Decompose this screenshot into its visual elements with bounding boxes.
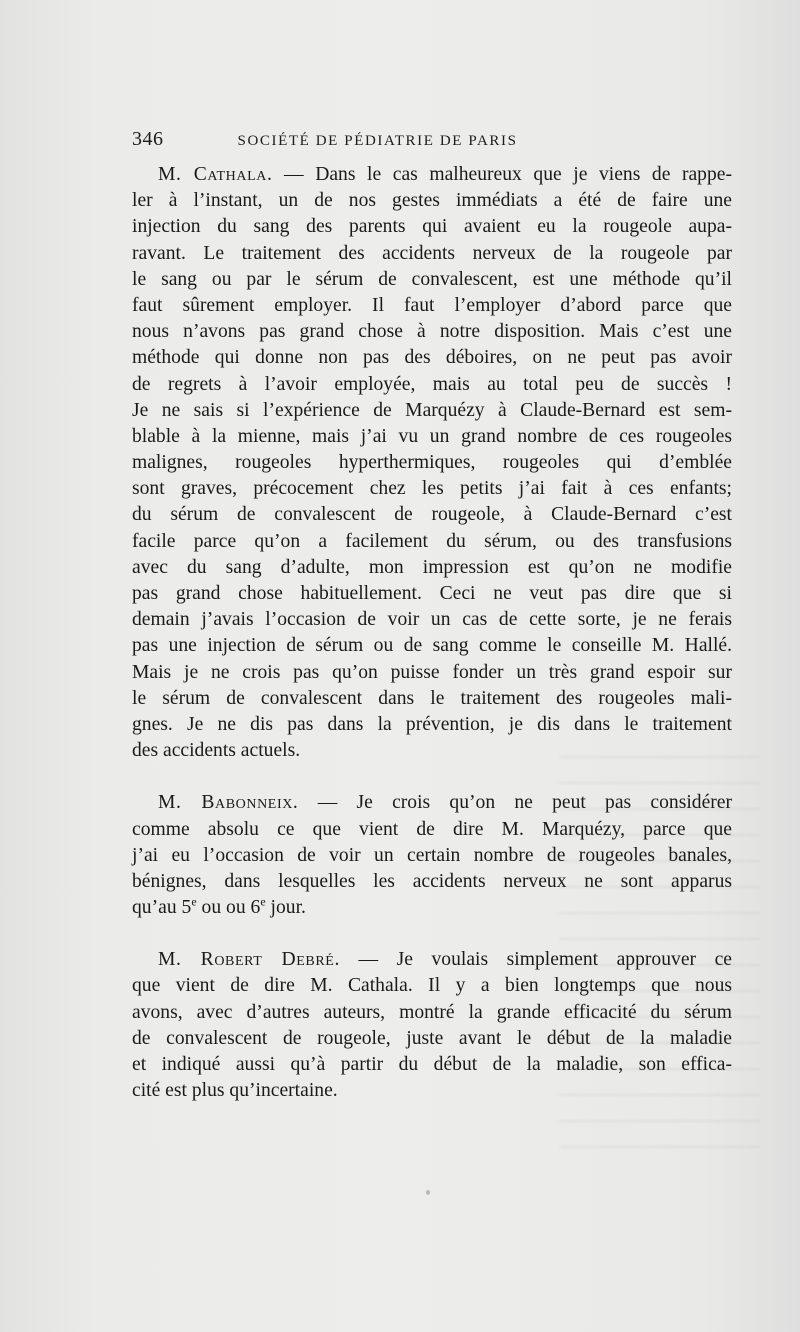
speaker-name: M. Robert Debré. [158,949,340,971]
text-line: blable à la mienne, mais j’ai vu un grand nombre de ces rougeoles [132,425,732,447]
text-line: injection du sang des parents qui avaient eu la rougeole aupa- [132,216,732,238]
text-line: le sang ou par le sérum de convalescent, est une méthode qu’il [132,268,732,290]
text-line: demain j’avais l’occasion de voir un cas de cette sorte, je ne ferais [132,609,732,631]
bleed-through-shadow [560,736,760,1156]
text-line: j’ai eu l’occasion de voir un certain nombre de rougeoles banales, [132,844,732,866]
line-text: jour. [265,897,306,919]
running-head: SOCIÉTÉ DE PÉDIATRIE DE PARIS [237,133,518,149]
text-line: ler à l’instant, un de nos gestes immédiats a été de faire une [132,190,732,212]
line-text: ou ou 6 [196,897,261,919]
text-line: gnes. Je ne dis pas dans la prévention, je dis dans le traitement [132,713,732,735]
page-number: 346 [132,128,164,150]
text-line: pas une injection de sérum ou de sang comme le conseille M. Hallé. [132,635,732,657]
speaker-name: M. Cathala. [158,164,273,185]
text-line: pas grand chose habituellement. Ceci ne veut pas dire que si [132,583,732,604]
paragraph-cathala [132,162,732,764]
text-line: méthode qui donne non pas des déboires, on ne peut pas avoir [132,347,732,369]
text-line: Je ne sais si l’expérience de Marquézy à Claude-Bernard est sem- [132,399,732,421]
text-line: et indiqué aussi qu’à partir du début de la maladie, son effica- [132,1054,732,1075]
text-line: de regrets à l’avoir employée, mais au total peu de succès ! [132,373,732,395]
text-line: malignes, rougeoles hyperthermiques, rougeoles qui d’emblée [132,452,732,474]
text-line: du sérum de convalescent de rougeole, à Claude-Bernard c’est [132,504,732,526]
text-line: que vient de dire M. Cathala. Il y a bien longtemps que nous [132,975,732,997]
line-text: qu’au 5 [132,897,192,919]
line-text: — Je voulais simplement approuver ce [358,949,732,971]
text-line: sont graves, précocement chez les petits j’ai fait à ces enfants; [132,478,732,500]
text-line [132,162,732,188]
text-line: de convalescent de rougeole, juste avant le début de la maladie [132,1027,732,1049]
speaker-name: M. Babonneix. [158,792,299,814]
text-line: bénignes, dans lesquelles les accidents nerveux ne sont apparus [132,870,732,892]
text-line: facile parce qu’on a facilement du sérum, ou des transfusions [132,530,732,552]
text-line: faut sûrement employer. Il faut l’employer d’abord parce que [132,294,732,316]
ordinal-superscript: e [191,894,197,909]
ordinal-superscript: e [260,894,266,909]
text-line: ravant. Le traitement des accidents nerveux de la rougeole par [132,242,732,264]
text-line: avons, avec d’autres auteurs, montré la grande efficacité du sérum [132,1001,732,1023]
text-line: des accidents actuels. [132,740,301,762]
line-text: — Je crois qu’on ne peut pas considérer [317,792,733,814]
text-line: nous n’avons pas grand chose à notre disposition. Mais c’est une [132,321,732,343]
text-line: avec du sang d’adulte, mon impression est qu’on ne modifie [132,556,732,578]
line-text: — Dans le cas malheureux que je viens de rappe- [284,164,732,185]
paper-speck [426,1190,430,1195]
text-line: le sérum de convalescent dans le traitement des rougeoles mali- [132,687,732,709]
text-line: cité est plus qu’incertaine. [132,1080,338,1102]
text-line: Mais je ne crois pas qu’on puisse fonder un très grand espoir sur [132,661,732,683]
text-line: comme absolu ce que vient de dire M. Marquézy, parce que [132,818,732,840]
page-header [132,128,736,156]
